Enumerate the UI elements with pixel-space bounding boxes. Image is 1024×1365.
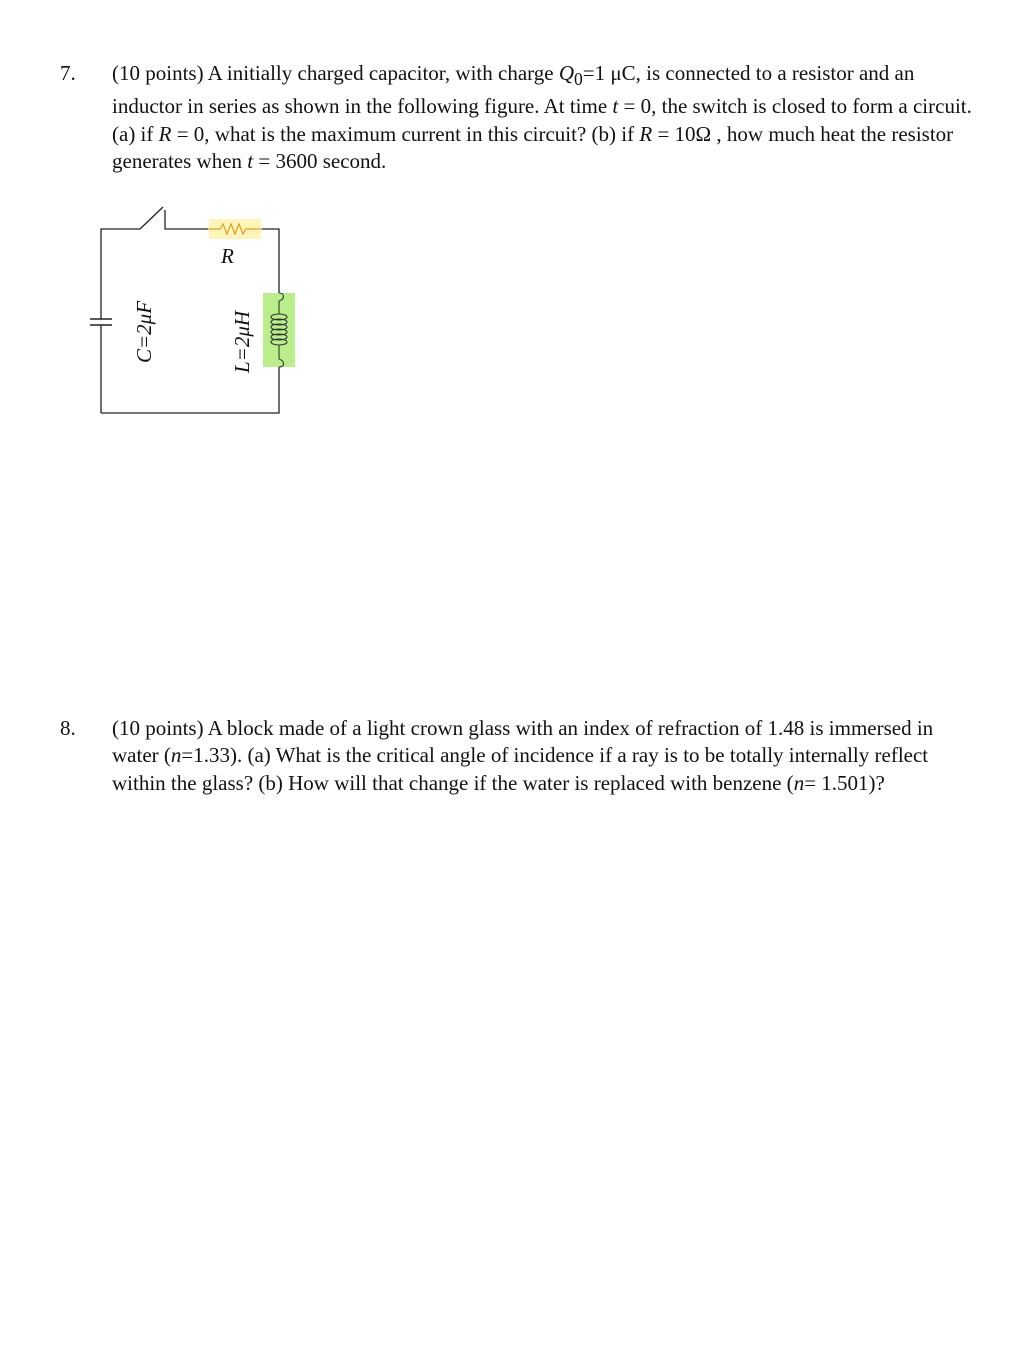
problem-7 [60,60,980,175]
resistor [208,219,262,239]
problem-number: 7. [60,61,76,85]
points-label: (10 points) [112,61,204,85]
circuit-diagram [80,195,320,430]
var-Q: Q [558,61,575,85]
problem-8 [60,715,980,797]
var-n: n [793,770,805,795]
var-t: t [247,149,254,174]
var-n: n [170,743,182,768]
var-Q-sub: 0 [574,69,583,90]
inductor [263,293,295,367]
problem-number: 8. [60,716,76,740]
inductor-label: L=2μH [230,310,254,373]
resistor-label: R [221,244,234,268]
capacitor [90,311,112,332]
var-R: R [158,121,172,146]
var-R: R [639,121,653,146]
capacitor-label: C=2μF [132,300,156,363]
var-t: t [612,94,619,119]
problem-text: (10 points) A block made of a light crown glass with an index of refraction of 1.48 is immersed in water (n=1.33). (a) What is the critical angle of incidence if a ray is to be totally internally reflect within the glass? (b) How will that change if the water is replaced with benzene (n= 1.501)? [112,716,934,795]
switch [140,207,163,229]
circuit-svg [80,195,320,425]
problem-text: (10 points) A initially charged capacitor, with charge $Q_0=1$ μC, is connected to a resistor and an inductor in series as shown in the following figure. At time t = 0, the switch is closed to form a circuit. (a) if R = 0, what is the maximum current in this circuit? (b) if R = 10Ω , how much heat the resistor generates when t = 3600 second. [112,61,972,174]
points-label: (10 points) [112,716,204,740]
